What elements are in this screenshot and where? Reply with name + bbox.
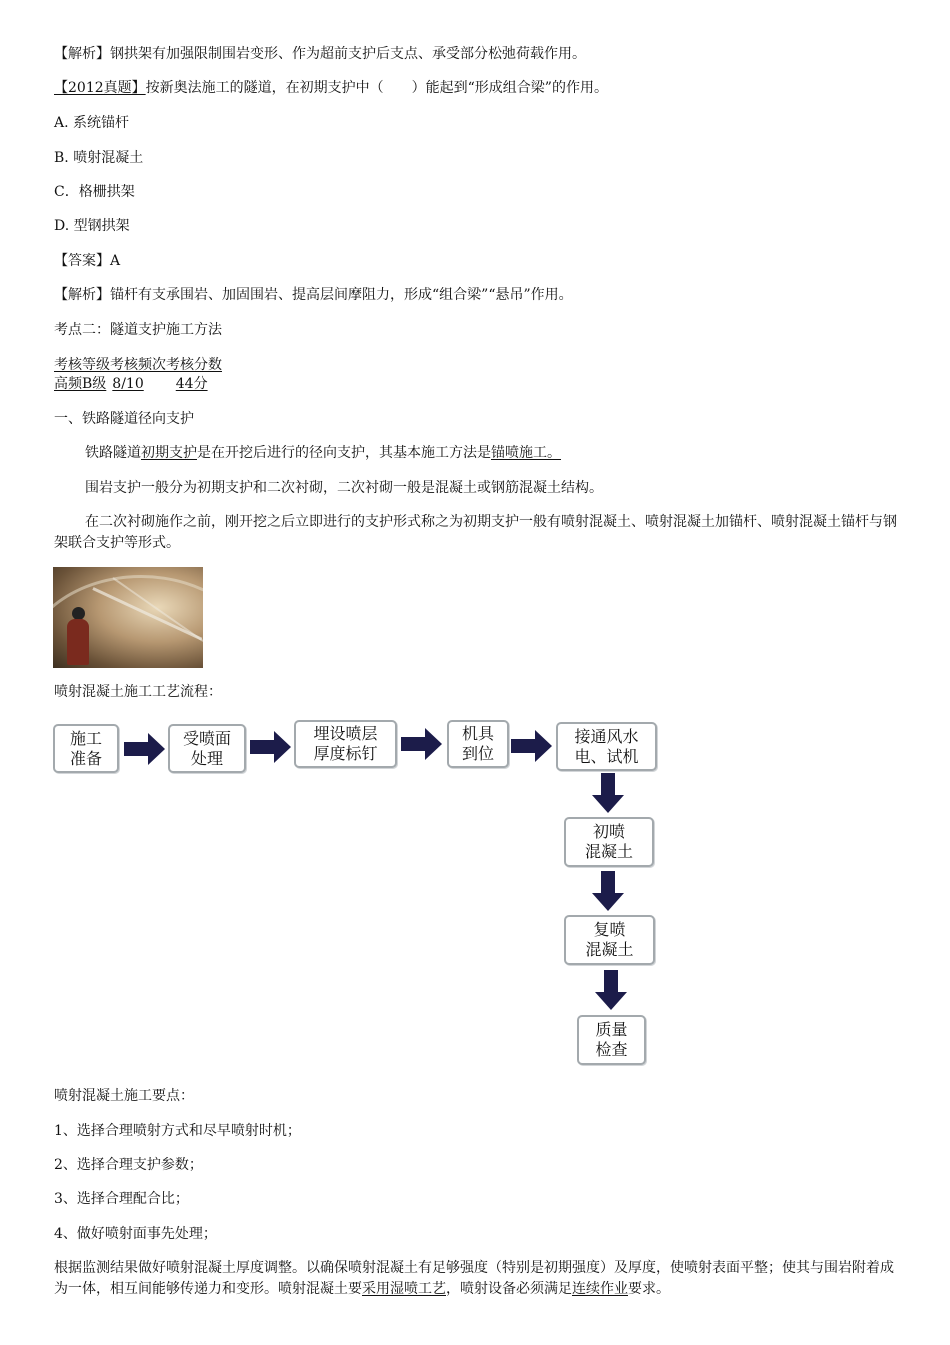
flow-arrow-down-1: [592, 773, 624, 813]
paragraph-initial-support: [85, 443, 561, 463]
flow-step-re-spray: [564, 915, 655, 965]
last-text-c: ，喷射设备必须满足: [446, 1281, 572, 1297]
point-3: 3、选择合理配合比；: [54, 1191, 189, 1207]
last-text-e: 要求。: [628, 1281, 670, 1297]
tunnel-shotcrete-photo: [53, 567, 203, 668]
point-1: 1、选择合理喷射方式和尽早喷射时机；: [54, 1123, 301, 1139]
exam-point-heading: 考点二：隧道支护施工方法: [54, 322, 222, 338]
flow-arrow-right-2: [250, 731, 292, 763]
flow-step-surface: [168, 724, 246, 773]
section-heading: 一、铁路隧道径向支护: [54, 411, 194, 427]
flow-step-markers: [294, 720, 397, 768]
point-4: 4、做好喷射面事先处理；: [54, 1226, 217, 1242]
flow-step-initial-spray: [564, 817, 654, 867]
analysis-anchor: 【解析】锚杆有支承围岩、加固围岩、提高层间摩阻力，形成“组合梁”“悬吊”作用。: [54, 287, 573, 303]
exam-table-row: [54, 374, 208, 394]
points-title: 喷射混凝土施工要点：: [54, 1088, 194, 1104]
flow-step-utilities-line2: 电、试机: [574, 746, 639, 766]
p1-text-mid: 是在开挖后进行的径向支护，其基本施工方法是: [197, 445, 491, 461]
question-line: [54, 78, 608, 98]
flow-step-quality-check-line1: 质量: [595, 1020, 628, 1039]
flow-step-re-spray-line2: 混凝土: [585, 940, 634, 959]
flow-step-utilities: [556, 722, 657, 771]
analysis-steel-arch: 【解析】钢拱架有加强限制围岩变形、作为超前支护后支点、承受部分松弛荷载作用。: [54, 46, 586, 62]
term-initial-support: 初期支护: [141, 445, 197, 461]
paragraph-support-types: 围岩支护一般分为初期支护和二次衬砌，二次衬砌一般是混凝土或钢筋混凝土结构。: [85, 480, 603, 496]
term-anchor-spray: 锚喷施工。: [491, 445, 561, 461]
flow-arrow-down-2: [592, 871, 624, 911]
flow-step-prepare-line1: 施工: [69, 728, 102, 748]
flow-title: 喷射混凝土施工工艺流程：: [54, 684, 222, 700]
flow-step-quality-check: [577, 1015, 646, 1065]
flow-step-equipment: [447, 720, 509, 768]
flow-arrow-right-4: [511, 730, 553, 762]
p1-text: 铁路隧道: [85, 445, 141, 461]
flow-step-prepare: [53, 724, 119, 773]
flow-step-prepare-line2: 准备: [69, 748, 102, 768]
flow-step-initial-spray-line1: 初喷: [592, 822, 625, 841]
exam-frequency: 8/10: [112, 376, 144, 392]
flow-step-quality-check-line2: 检查: [595, 1040, 628, 1059]
point-2: 2、选择合理支护参数；: [54, 1157, 203, 1173]
flow-step-re-spray-line1: 复喷: [593, 920, 626, 939]
flow-step-equipment-line2: 到位: [461, 744, 494, 763]
exam-score: 44分: [175, 376, 208, 392]
paragraph-secondary-lining: 在二次衬砌施作之前，刚开挖之后立即进行的支护形式称之为初期支护一般有喷射混凝土、喷射混凝土加锚杆、喷射混凝土锚杆与钢架联合支护等形式。: [54, 514, 897, 551]
exam-level: 高频B级: [54, 376, 107, 392]
paragraph-thickness-adjust: [54, 1258, 904, 1300]
flow-arrow-down-3: [595, 970, 627, 1010]
option-a: A. 系统锚杆: [54, 115, 130, 131]
flow-step-surface-line2: 处理: [190, 748, 223, 768]
flow-step-initial-spray-line2: 混凝土: [584, 842, 633, 861]
exam-table-header: 考核等级考核频次考核分数: [54, 357, 222, 373]
term-continuous-operation: 连续作业: [572, 1281, 628, 1297]
flow-step-utilities-line1: 接通风水: [574, 726, 639, 746]
flow-step-equipment-line1: 机具: [461, 724, 494, 743]
flow-arrow-right-1: [124, 733, 166, 765]
term-wet-spray: 采用湿喷工艺: [362, 1281, 446, 1297]
flow-step-markers-line1: 埋设喷层: [313, 724, 378, 743]
last-text-a: 根据监测结果做好喷射混凝土厚度调整。以确保喷射混凝土有足够强度（特别是初期强度）及厚度，使喷射表面平整；使其与围岩附着成为一体，相互间能够传递力和变形。喷射混凝土要: [54, 1260, 894, 1297]
flow-arrow-right-3: [401, 728, 443, 760]
option-d: D. 型钢拱架: [54, 218, 130, 234]
option-c: C．格栅拱架: [54, 184, 135, 200]
question-text: 按新奥法施工的隧道，在初期支护中（ ）能起到“形成组合梁”的作用。: [145, 80, 608, 96]
question-tag: 【2012真题】: [54, 80, 146, 96]
answer-line: 【答案】A: [54, 253, 121, 269]
flow-step-surface-line1: 受喷面: [182, 728, 231, 748]
option-b: B. 喷射混凝土: [54, 150, 144, 166]
flow-step-markers-line2: 厚度标钉: [313, 744, 378, 763]
